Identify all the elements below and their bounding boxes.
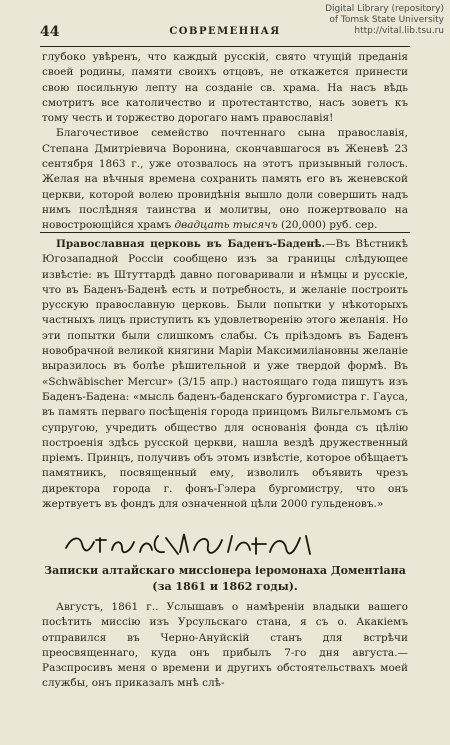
paragraph-2-end: (20,000) руб. сер. xyxy=(277,219,378,232)
text-block-2 xyxy=(42,237,408,512)
running-title: СОВРЕМЕННАЯ xyxy=(169,26,281,37)
watermark-line-1: Digital Library (repository) xyxy=(325,4,444,14)
watermark-line-2: of Tomsk State University xyxy=(329,15,444,25)
paragraph-2-emphasis: двадцать тысячъ xyxy=(174,219,278,232)
handwriting-svg xyxy=(60,528,320,560)
handwritten-annotation-icon xyxy=(60,528,320,560)
page-header xyxy=(40,24,410,42)
article-heading: Православная церковь въ Баденъ-Баденѣ. xyxy=(56,238,326,250)
section-divider xyxy=(40,232,410,233)
text-block-1 xyxy=(42,50,408,234)
header-rule xyxy=(40,46,410,47)
paragraph-2 xyxy=(42,126,408,233)
paragraph-1: глубоко увѣренъ, что каждый русскій, свято чтущій преданія своей родины, памяти своихъ отцовъ, не откажется принести свою посильную лепту на созданіе св. храма. На насъ вѣдь смотритъ все католичество и протестантство, насъ зоветъ къ тому честь и торжество дорогаго намъ православія! xyxy=(42,51,408,125)
section-body: Августъ, 1861 г.. Услышавъ о намѣреніи владыки вашего посѣтить миссію изъ Урсульскаго стана, я съ о. Акакіемъ отправился въ Черно-Ануйскій станъ для встрѣчи преосвященнаго, куда онъ прибылъ 7-го дня августа.—Разспросивъ меня о времени и другихъ обстоятельствахъ моей службы, онъ приказалъ мнѣ слѣ- xyxy=(42,601,408,690)
paragraph-2-start: Благочестивое семейство почтеннаго сына православія, Степана Дмитріевича Воронина, скончавшагося въ Женевѣ 23 сентября 1863 г., уже отозвалось на этотъ призывный голосъ. Желая на вѣчныя времена сохранить память его въ женевской церкви, которой волею провидѣнія вышло доли совершить надъ нимъ послѣдняя таинства и молитвы, оно пожертвовало на новостроющійся храмъ xyxy=(42,127,408,232)
article-paragraph xyxy=(42,237,408,512)
section-heading: Записки алтайскаго миссіонера іеромонаха Доментіана (за 1861 и 1862 годы). xyxy=(44,564,406,593)
page-number: 44 xyxy=(40,24,60,40)
text-block-3 xyxy=(42,600,408,692)
article-body: —Въ Вѣстникѣ Югозападной Россіи сообщено изъ за границы слѣдующее извѣстіе: въ Штуттардѣ давно поговаривали и нѣмцы и русскіе, что въ Баденъ-Баденѣ есть и потребность, и желаніе построить русскую православную церковь. Были попытки у нѣкоторыхъ частныхъ лицъ приступить къ удовлетворенію этого желанія. Но эти попытки были слишкомъ слабы. Съ пріѣздомъ въ Баденъ новобрачной великой княгини Маріи Максимиліановны желаніе выразилось въ болѣе рѣшительной и уже твердой формѣ. Въ «Schwäbischer Mercur» (3/15 апр.) настоящаго года пишутъ изъ Баденъ-Бадена: «мысль баденъ-баденскаго бургомистра г. Гауса, въ память перваго посѣщенія города принцомъ Вильгельмомъ съ супругою, учредить общество для основанія фонда съ цѣлію построенія здѣсь русской церкви, нашла вездѣ дружественный пріемъ. Принцъ, получивъ объ этомъ извѣстіе, которое обѣщаетъ памятникъ, посвященный ему, изволилъ объявить чрезъ директора города г. фонъ-Гэлера бургомистру, что онъ жертвуетъ въ фондъ для означенной цѣли 2000 гульденовъ.» xyxy=(42,238,408,511)
watermark-line-3[interactable]: http://vital.lib.tsu.ru xyxy=(354,26,444,36)
